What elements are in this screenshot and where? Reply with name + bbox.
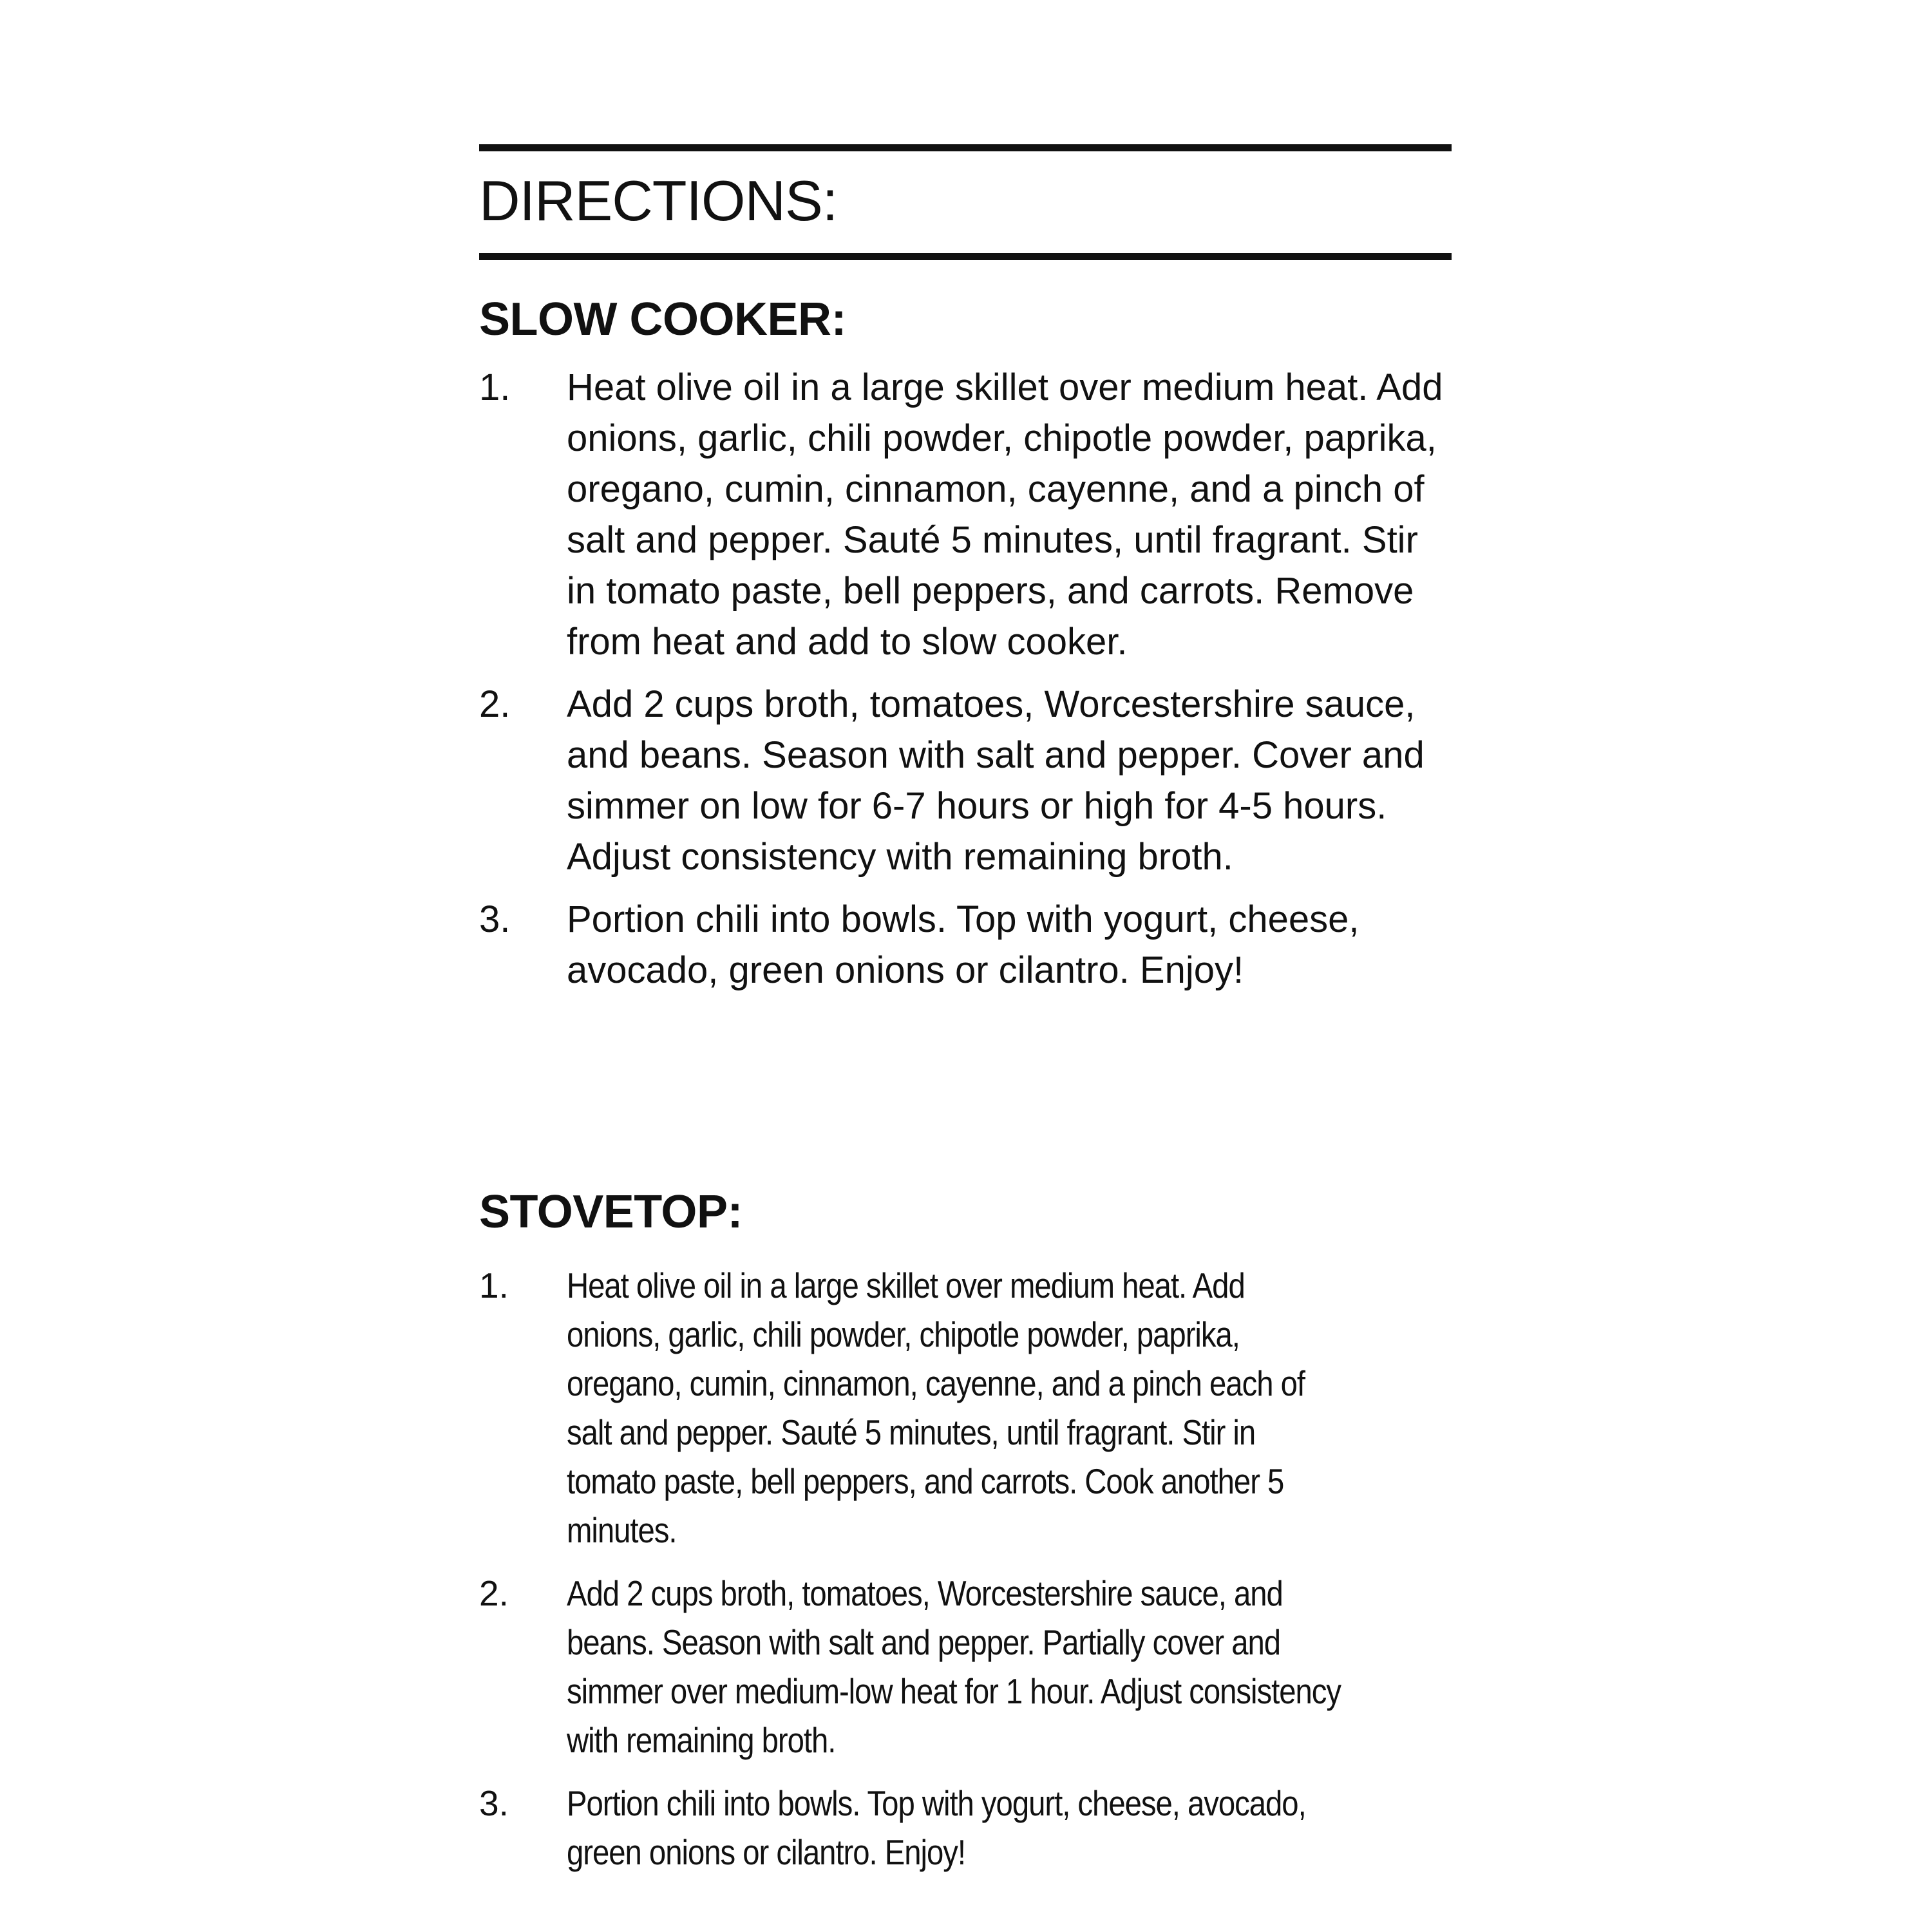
step-number: 3. [479,898,511,940]
step-text: Heat olive oil in a large skillet over medium heat. Add onions, garlic, chili powder, chipotle powder, paprika, oregano, cumin, cinnamon, cayenne, and a pinch each of salt and pepper. Sauté 5 minutes, until fragrant. Stir in tomato paste, bell peppers, and carrots. Cook another 5 minutes. [567,1265,1305,1550]
bottom-divider-rule [479,253,1452,260]
step-text: Add 2 cups broth, tomatoes, Worcestershire sauce, and beans. Season with salt and pepper. Partially cover and simmer over medium-low heat for 1 hour. Adjust consistency with remaining broth. [567,1573,1341,1760]
slow-cooker-step-3 [479,894,1471,996]
recipe-directions-page [479,0,1471,1932]
slow-cooker-heading: SLOW COOKER: [479,294,846,345]
step-number: 1. [479,366,511,408]
step-number: 2. [479,1573,509,1613]
directions-title: DIRECTIONS: [479,169,838,232]
slow-cooker-steps-list [479,362,1471,1007]
stovetop-step-3 [479,1779,1471,1877]
slow-cooker-step-2 [479,679,1471,882]
stovetop-steps-list [479,1261,1471,1891]
stovetop-step-1 [479,1261,1471,1555]
step-text: Portion chili into bowls. Top with yogurt, cheese, avocado, green onions or cilantro. Enjoy! [567,898,1359,991]
step-number: 1. [479,1265,509,1305]
step-text: Heat olive oil in a large skillet over medium heat. Add onions, garlic, chili powder, chipotle powder, paprika, oregano, cumin, cinnamon, cayenne, and a pinch of salt and pepper. Sauté 5 minutes, until fragrant. Stir in tomato paste, bell peppers, and carrots. Remove from heat and add to slow cooker. [567,366,1443,663]
stovetop-step-2 [479,1569,1471,1765]
step-number: 3. [479,1783,509,1823]
step-text: Portion chili into bowls. Top with yogurt, cheese, avocado, green onions or cilantro. Enjoy! [567,1783,1306,1872]
stovetop-heading: STOVETOP: [479,1186,743,1238]
top-divider-rule [479,144,1452,151]
slow-cooker-step-1 [479,362,1471,667]
step-text: Add 2 cups broth, tomatoes, Worcestershire sauce, and beans. Season with salt and pepper. Cover and simmer on low for 6-7 hours or high for 4-5 hours. Adjust consistency with remaining broth. [567,683,1425,878]
step-number: 2. [479,683,511,725]
